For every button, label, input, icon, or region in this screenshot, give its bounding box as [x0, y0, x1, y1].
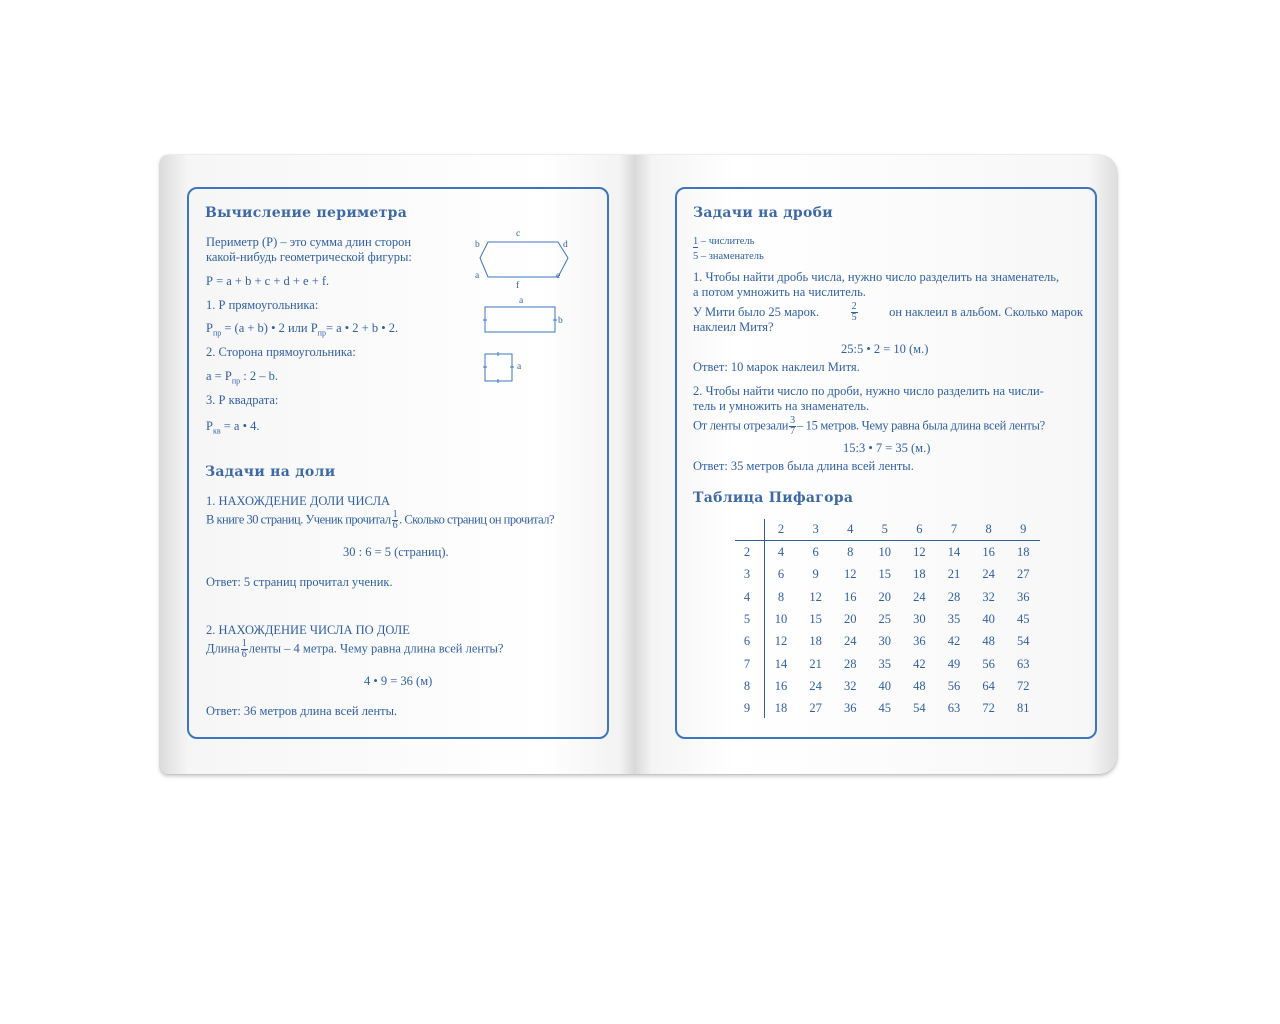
square-perimeter-heading: 3. Р квадрата: [206, 393, 279, 407]
table-cell: 15 [809, 611, 822, 626]
table-cell: 32 [982, 589, 995, 604]
table-cell: 49 [947, 656, 961, 671]
table-cell: 8 [847, 545, 854, 559]
table-cell: 12 [843, 567, 857, 582]
table-cell: 27 [809, 701, 822, 716]
table-cell: 36 [913, 634, 926, 649]
table-cell: 54 [913, 701, 926, 716]
table-cell: 12 [809, 589, 822, 604]
square-shape [485, 354, 512, 381]
table-cell: 24 [913, 589, 926, 604]
table-cell: 42 [913, 656, 926, 671]
table-cell: 6 [812, 545, 819, 559]
hex-label-f: f [516, 281, 520, 291]
rect-perimeter-formula: $Р_{пр} = (a + b)$ • 2 или $Р_{пр}= a$ • 2 + b • 2. [206, 321, 399, 338]
perimeter-definition-line1: Периметр (Р) – это сумма длин сторон [206, 235, 412, 249]
shares-part1-calc: 30 : 6 = 5 (страниц). [343, 545, 449, 559]
shares-part1-answer: Ответ: 5 страниц прочитал ученик. [206, 575, 393, 589]
table-cell: 28 [947, 589, 961, 604]
shares-title: Задачи на доли [205, 464, 336, 480]
shares-part1-task: В книге 30 страниц. Ученик прочитал $\frac{1}{6}$ . Сколько страниц он прочитал? [206, 509, 555, 531]
table-row-header: 7 [743, 656, 751, 671]
fractions-task1-line2: наклеил Митя? [693, 320, 774, 334]
table-cell: 36 [843, 701, 857, 716]
table-cell: 14 [947, 545, 961, 559]
table-cell: 24 [843, 634, 857, 649]
table-cell: 30 [913, 611, 926, 626]
table-cell: 30 [878, 634, 892, 649]
table-cell: 45 [878, 701, 892, 716]
table-horizontal-rule [735, 540, 1040, 541]
fractions-rule2-line2: тель и умножить на знаменатель. [693, 399, 870, 413]
table-cell: 45 [1016, 611, 1030, 626]
table-cell: 40 [878, 678, 892, 693]
table-col-header: 5 [881, 522, 888, 536]
table-cell: 20 [843, 611, 857, 626]
table-cell: 28 [843, 656, 857, 671]
table-row-header: 2 [743, 545, 751, 559]
table-col-header: 4 [847, 522, 854, 536]
table-cell: 6 [777, 567, 785, 582]
denominator-label: 5 – знаменатель [693, 251, 764, 262]
perimeter-formula: Р = a + b + c + d + e + f. [206, 274, 330, 288]
table-cell: 72 [1016, 678, 1030, 693]
rect-side-formula: $a = Р_{пр}$ : 2 – b. [206, 369, 278, 386]
table-cell: 18 [774, 701, 788, 716]
perimeter-definition-line2: какой-нибудь геометрической фигуры: [206, 250, 412, 264]
table-col-header: 8 [985, 522, 992, 536]
fractions-title: Задачи на дроби [693, 205, 833, 221]
hex-label-d: d [563, 240, 568, 250]
rect-perimeter-heading: 1. Р прямоугольника: [206, 298, 319, 312]
table-row-header: 8 [743, 678, 751, 693]
table-cell: 4 [777, 545, 785, 559]
fractions-calc2: 15:3 • 7 = 35 (м.) [843, 441, 931, 455]
shares-part2-calc: 4 • 9 = 36 (м) [364, 674, 433, 688]
rect-label-a: a [519, 296, 524, 306]
table-col-header: 9 [1020, 522, 1027, 536]
perimeter-title: Вычисление периметра [205, 205, 408, 221]
table-cell: 54 [1016, 634, 1030, 649]
table-cell: 18 [1016, 545, 1030, 559]
table-cell: 20 [878, 589, 892, 604]
table-col-header: 7 [950, 522, 958, 536]
table-cell: 42 [947, 634, 961, 649]
table-cell: 21 [947, 567, 961, 582]
table-row-header: 4 [743, 589, 751, 604]
table-cell: 16 [982, 545, 995, 559]
hex-label-c: c [516, 229, 521, 239]
table-cell: 35 [878, 656, 892, 671]
table-cell: 64 [982, 678, 995, 693]
rectangle-shape [485, 307, 555, 332]
table-cell: 16 [843, 589, 857, 604]
hex-label-a: a [475, 271, 480, 281]
fractions-rule2-line1: 2. Чтобы найти число по дроби, нужно число разделить на числи- [693, 384, 1044, 398]
numerator-label: 1 – числитель [693, 236, 755, 247]
table-cell: 32 [843, 678, 857, 693]
table-cell: 18 [809, 634, 822, 649]
table-cell: 21 [809, 656, 822, 671]
table-cell: 10 [774, 611, 788, 626]
table-col-header: 2 [777, 522, 785, 536]
geometry-shapes-illustration [470, 228, 580, 388]
hex-label-b: b [475, 240, 480, 250]
square-label-a: a [517, 362, 522, 372]
table-cell: 63 [947, 701, 961, 716]
table-cell: 81 [1016, 701, 1030, 716]
table-row-header: 5 [743, 611, 751, 626]
table-cell: 8 [777, 589, 785, 604]
fractions-answer2: Ответ: 35 метров была длина всей ленты. [693, 459, 914, 473]
table-cell: 9 [812, 567, 819, 582]
table-cell: 24 [982, 567, 995, 582]
table-cell: 40 [982, 611, 995, 626]
square-perimeter-formula: $Р_{кв} = a$ • 4. [206, 419, 260, 436]
fractions-task2: От ленты отрезали $\frac{3}{7}$ – 15 метров. Чему равна была длина всей ленты? [693, 415, 1045, 437]
table-cell: 18 [913, 567, 926, 582]
fractions-rule1-line2: а потом умножить на числитель. [693, 285, 866, 299]
table-row-header: 3 [743, 567, 751, 582]
shares-part2-heading: 2. НАХОЖДЕНИЕ ЧИСЛА ПО ДОЛЕ [206, 623, 410, 637]
table-cell: 56 [947, 678, 961, 693]
table-cell: 12 [774, 634, 788, 649]
table-cell: 15 [878, 567, 892, 582]
table-row-header: 9 [743, 701, 751, 716]
table-cell: 12 [913, 545, 926, 559]
shares-part2-answer: Ответ: 36 метров длина всей ленты. [206, 704, 398, 718]
fractions-calc1: 25:5 • 2 = 10 (м.) [841, 342, 929, 356]
hexagon-shape [480, 242, 568, 277]
table-cell: 36 [1016, 589, 1030, 604]
fractions-task1-line1: У Мити было 25 марок. $\frac{2}{5}$ он наклеил в альбом. Сколько марок [693, 301, 1083, 323]
table-cell: 48 [982, 634, 995, 649]
table-cell: 56 [982, 656, 995, 671]
rect-side-heading: 2. Сторона прямоугольника: [206, 345, 356, 359]
pythagoras-title: Таблица Пифагора [693, 490, 854, 506]
table-cell: 48 [913, 678, 926, 693]
hex-label-e: e [556, 271, 561, 281]
shares-part2-task: Длина $\frac{1}{6}$ ленты – 4 метра. Чему равна длина всей ленты? [206, 638, 504, 660]
table-cell: 72 [982, 701, 995, 716]
fractions-answer1: Ответ: 10 марок наклеил Митя. [693, 360, 860, 374]
table-cell: 24 [809, 678, 822, 693]
rect-label-b: b [558, 316, 563, 326]
table-row-header: 6 [743, 634, 751, 649]
table-cell: 14 [774, 656, 788, 671]
table-cell: 25 [878, 611, 892, 626]
table-col-header: 3 [812, 522, 819, 536]
table-cell: 10 [878, 545, 892, 559]
table-cell: 16 [774, 678, 788, 693]
fractions-rule1-line1: 1. Чтобы найти дробь числа, нужно число разделить на знаменатель, [693, 270, 1060, 284]
table-cell: 27 [1016, 567, 1030, 582]
shares-part1-heading: 1. НАХОЖДЕНИЕ ДОЛИ ЧИСЛА [206, 494, 391, 508]
table-col-header: 6 [916, 522, 923, 536]
table-cell: 35 [947, 611, 961, 626]
table-cell: 63 [1016, 656, 1030, 671]
